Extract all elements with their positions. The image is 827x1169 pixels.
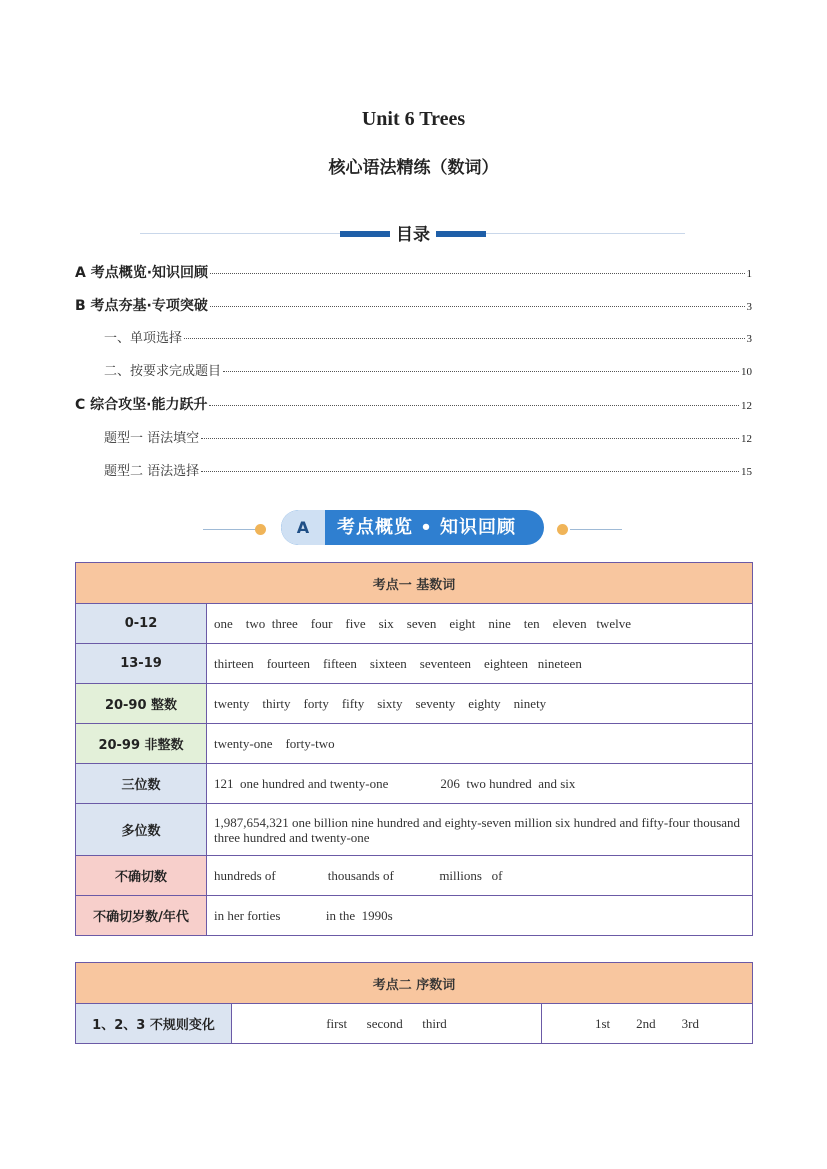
row-words: first second third	[232, 1004, 542, 1044]
toc-item-page: 12	[741, 433, 752, 445]
toc-heading	[140, 220, 685, 244]
table-row	[76, 604, 753, 644]
toc-item-text: A 考点概览·知识回顾	[75, 265, 209, 281]
toc-item-c[interactable]	[75, 394, 752, 414]
table-row	[76, 856, 753, 896]
table-row	[76, 764, 753, 804]
toc-bar-left	[340, 231, 392, 237]
row-content: hundreds of thousands of millions of	[207, 856, 753, 896]
banner-line-right	[570, 529, 622, 530]
row-label: 20-90 整数	[76, 684, 207, 724]
toc-item-text: B 考点夯基·专项突破	[75, 298, 208, 314]
toc-item-b1[interactable]	[104, 327, 752, 346]
document-title: Unit 6 Trees	[361, 108, 466, 130]
table-row	[76, 644, 753, 684]
section-banner-a	[195, 508, 630, 548]
toc-item-page: 3	[746, 333, 752, 345]
row-label: 三位数	[76, 764, 207, 804]
toc-item-c1[interactable]	[104, 427, 752, 446]
banner-letter: A	[281, 510, 325, 545]
row-abbr: 1st 2nd 3rd	[542, 1004, 753, 1044]
banner-dot-left	[255, 524, 266, 535]
document-subtitle: 核心语法精练（数词）	[328, 158, 499, 178]
row-content: twenty thirty forty fifty sixty seventy eighty ninety	[207, 684, 753, 724]
banner-line-left	[203, 529, 263, 530]
toc-item-page: 3	[746, 301, 752, 313]
row-label: 13-19	[76, 644, 207, 684]
toc-item-text: 题型一 语法填空	[104, 431, 200, 446]
row-label: 不确切岁数/年代	[76, 896, 207, 936]
toc-item-page: 10	[741, 366, 752, 378]
row-label: 多位数	[76, 804, 207, 856]
toc-item-b2[interactable]	[104, 360, 752, 379]
row-label: 20-99 非整数	[76, 724, 207, 764]
toc-heading-label: 目录	[390, 220, 436, 245]
table-row	[76, 1004, 753, 1044]
row-label: 0-12	[76, 604, 207, 644]
row-content: twenty-one forty-two	[207, 724, 753, 764]
toc-bar-right	[434, 231, 486, 237]
ordinal-numbers-table	[75, 962, 753, 1044]
banner-dot-right	[557, 524, 568, 535]
table-row	[76, 804, 753, 856]
toc-item-c2[interactable]	[104, 460, 752, 479]
toc-item-page: 1	[746, 268, 752, 280]
banner-pill	[281, 510, 544, 545]
cardinal-numbers-table	[75, 562, 753, 936]
toc-item-text: 题型二 语法选择	[104, 464, 200, 479]
table-row	[76, 896, 753, 936]
row-content: 1,987,654,321 one billion nine hundred and eighty-seven million six hundred and fifty-four thousand three hundred and twenty-one	[207, 804, 753, 856]
toc-item-page: 15	[741, 466, 752, 478]
toc-item-text: C 综合攻坚·能力跃升	[75, 397, 208, 413]
table-header: 考点二 序数词	[76, 963, 753, 1004]
table-row	[76, 724, 753, 764]
row-content: one two three four five six seven eight nine ten eleven twelve	[207, 604, 753, 644]
row-label: 1、2、3 不规则变化	[76, 1004, 232, 1044]
table-header: 考点一 基数词	[76, 563, 753, 604]
toc-item-b[interactable]	[75, 295, 752, 315]
row-label: 不确切数	[76, 856, 207, 896]
row-content: 121 one hundred and twenty-one 206 two hundred and six	[207, 764, 753, 804]
toc-item-page: 12	[741, 400, 752, 412]
table-row	[76, 684, 753, 724]
toc-item-a[interactable]	[75, 262, 752, 282]
row-content: in her forties in the 1990s	[207, 896, 753, 936]
toc-item-text: 一、单项选择	[104, 331, 183, 346]
row-content: thirteen fourteen fifteen sixteen seventeen eighteen nineteen	[207, 644, 753, 684]
banner-text: 考点概览 • 知识回顾	[337, 517, 517, 538]
toc-item-text: 二、按要求完成题目	[104, 364, 222, 379]
